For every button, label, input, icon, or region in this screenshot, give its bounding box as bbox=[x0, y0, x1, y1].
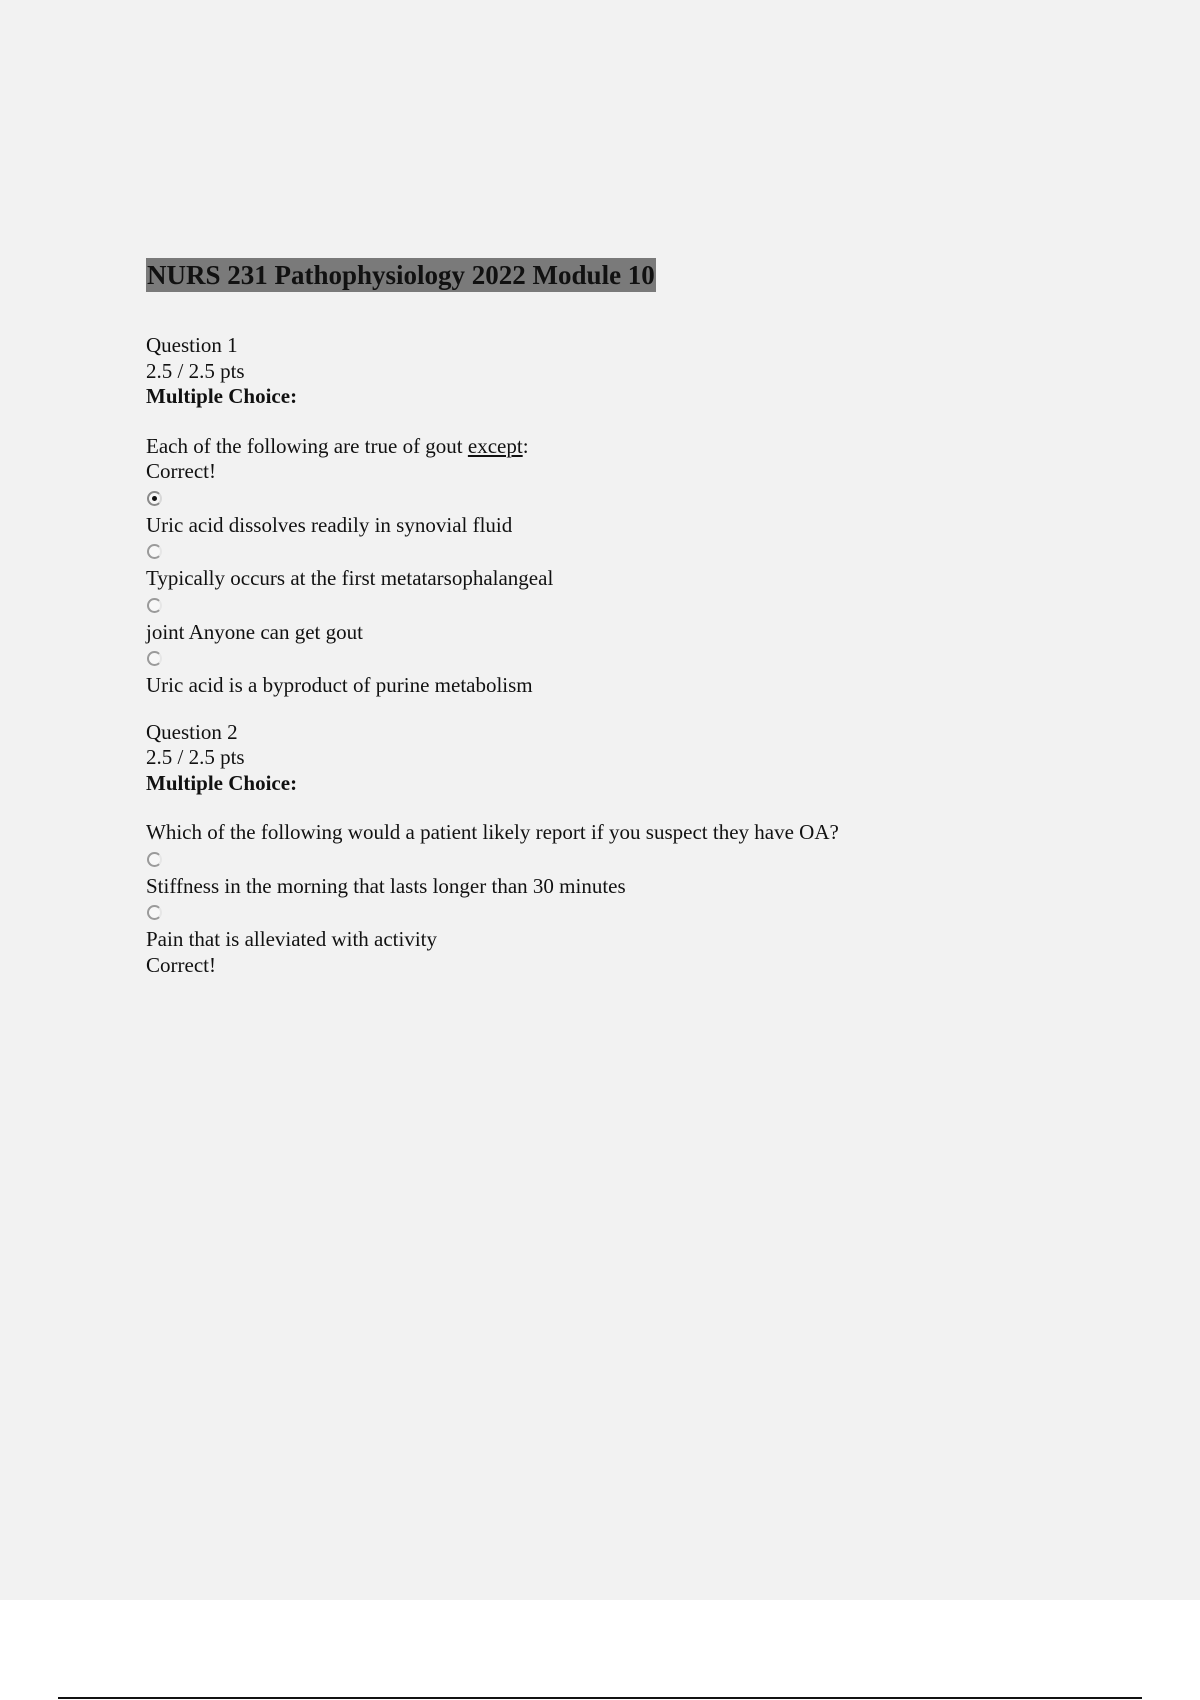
radio-button[interactable] bbox=[147, 651, 162, 666]
question-points: 2.5 / 2.5 pts bbox=[146, 358, 245, 383]
question-2 bbox=[146, 720, 1146, 979]
answer-option: Uric acid dissolves readily in synovial fluid bbox=[146, 512, 513, 537]
answer-option: Uric acid is a byproduct of purine metabolism bbox=[146, 673, 533, 697]
radio-button[interactable] bbox=[147, 905, 162, 920]
radio-button-selected[interactable] bbox=[147, 491, 162, 506]
radio-button[interactable] bbox=[147, 852, 162, 867]
document-content bbox=[146, 258, 1146, 978]
footer-divider bbox=[58, 1697, 1142, 1699]
radio-button[interactable] bbox=[147, 598, 162, 613]
question-1 bbox=[146, 333, 1146, 699]
document-title: NURS 231 Pathophysiology 2022 Module 10 bbox=[147, 260, 655, 290]
question-number: Question 2 bbox=[146, 719, 238, 744]
answer-option: Stiffness in the morning that lasts longer than 30 minutes bbox=[146, 873, 626, 898]
answer-option: Typically occurs at the first metatarsophalangeal bbox=[146, 566, 554, 590]
question-type: Multiple Choice: bbox=[146, 384, 298, 408]
prompt-punctuation: : bbox=[522, 433, 529, 458]
radio-button[interactable] bbox=[147, 544, 162, 559]
correct-feedback: Correct! bbox=[146, 952, 216, 977]
question-prompt: Which of the following would a patient likely report if you suspect they have OA? bbox=[146, 820, 839, 844]
answer-option: Pain that is alleviated with activity bbox=[146, 927, 438, 951]
question-number: Question 1 bbox=[146, 333, 238, 357]
prompt-emphasis: except bbox=[467, 433, 523, 458]
answer-option: joint Anyone can get gout bbox=[146, 619, 363, 644]
prompt-text: Each of the following are true of gout bbox=[146, 433, 468, 458]
question-prompt bbox=[146, 434, 1146, 460]
question-points: 2.5 / 2.5 pts bbox=[146, 745, 245, 769]
correct-feedback: Correct! bbox=[146, 459, 216, 483]
question-type: Multiple Choice: bbox=[146, 770, 298, 795]
